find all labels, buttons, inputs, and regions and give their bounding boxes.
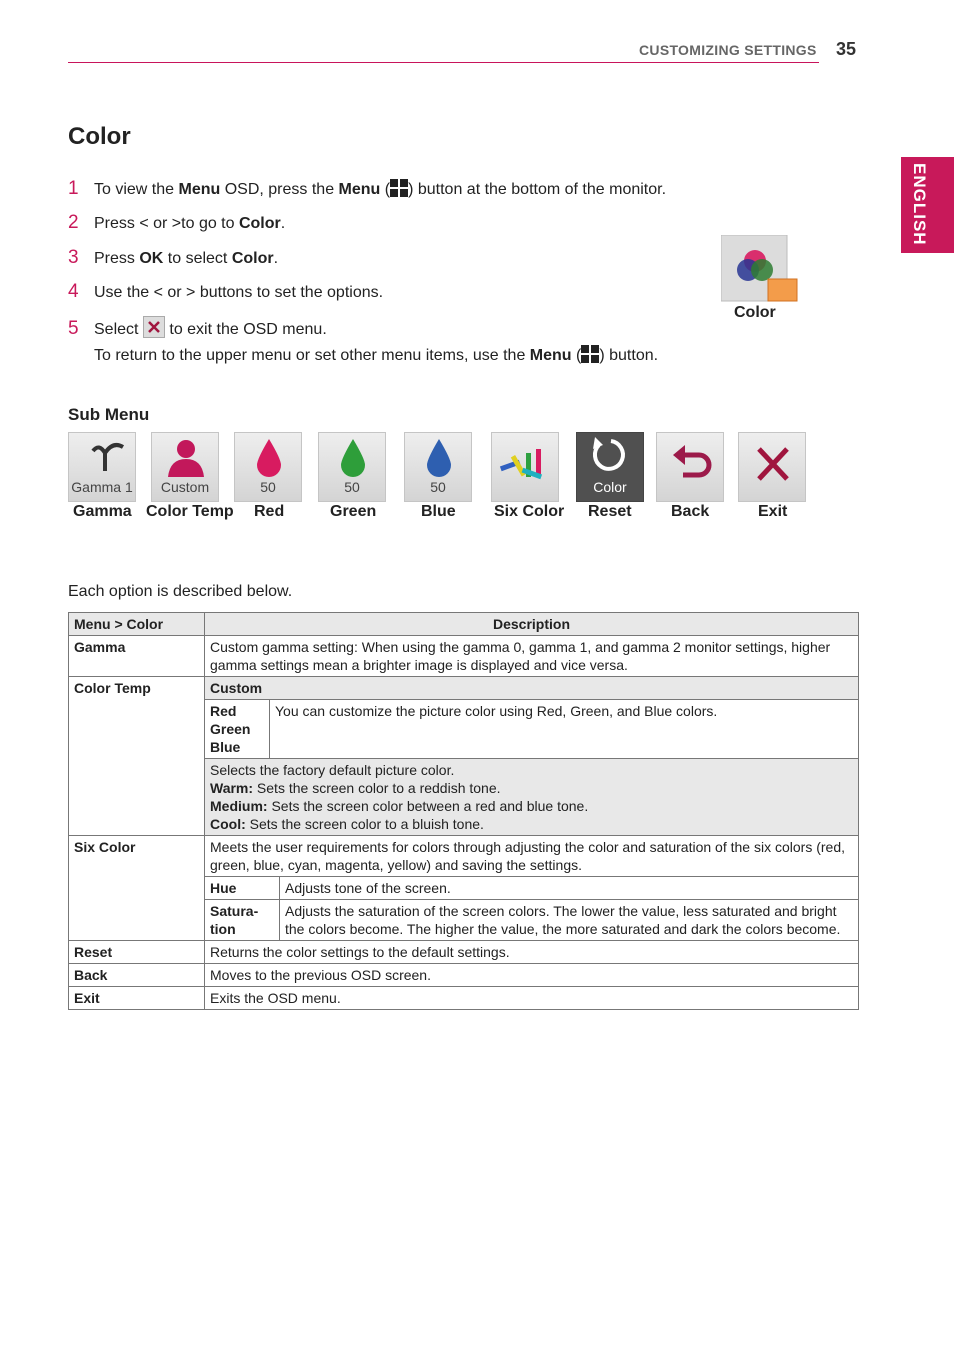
step-number: 4 [68, 281, 79, 302]
step-text: . [273, 250, 279, 267]
table-row [69, 836, 859, 877]
step-text: To view the [94, 181, 179, 198]
step-4 [68, 281, 383, 303]
note-text: ( [571, 347, 582, 364]
green-button[interactable] [318, 432, 386, 502]
preset-line [210, 815, 853, 833]
back-label: Back [671, 503, 710, 520]
note-text: To return to the upper menu or set other menu items, use the [94, 347, 530, 364]
option-name: Color Temp [69, 677, 205, 836]
color-temp-label: Color Temp [146, 503, 234, 520]
header-rule [68, 62, 819, 63]
button-value: 50 [260, 479, 276, 495]
step-bold: Color [231, 250, 274, 267]
suboption-desc: You can customize the picture color using Red, Green, and Blue colors. [270, 700, 859, 759]
step-text: Use the < or > buttons to set the options. [94, 284, 384, 301]
color-temp-button[interactable] [151, 432, 219, 502]
language-side-tab [901, 157, 954, 253]
step-text: ) button at the bottom of the monitor. [408, 181, 667, 198]
menu-button-icon [581, 345, 599, 363]
column-header: Menu > Color [69, 613, 205, 636]
gamma-button[interactable] [68, 432, 136, 502]
rgb-name: Blue [210, 739, 241, 755]
step-bold: Menu [178, 181, 221, 198]
color-icon-label: Color [734, 304, 776, 321]
button-value: Custom [160, 479, 210, 495]
option-name: Gamma [69, 636, 205, 677]
button-value: Color [593, 479, 627, 495]
button-value: 50 [430, 479, 446, 495]
preset-intro: Selects the factory default picture color. [210, 762, 455, 778]
option-name: Six Color [69, 836, 205, 941]
step-text: ( [380, 181, 391, 198]
preset-line [210, 797, 853, 815]
option-desc: Exits the OSD menu. [205, 987, 859, 1010]
page-number: 35 [836, 39, 857, 59]
suboption-name: Satura- tion [205, 900, 280, 941]
column-header: Description [205, 613, 859, 636]
green-label: Green [330, 503, 377, 520]
step-number: 3 [68, 247, 79, 268]
option-name: Back [69, 964, 205, 987]
suboption-desc: Adjusts the saturation of the screen colors. The lower the value, less saturated and bright the colors become. The higher the value, the more saturated and dark the colors become. [280, 900, 859, 941]
table-row [69, 677, 859, 700]
preset-name: Cool: [210, 816, 246, 832]
six-color-label: Six Color [494, 503, 565, 520]
step-number: 1 [68, 178, 79, 199]
gamma-label: Gamma [73, 503, 132, 520]
note-bold: Menu [529, 347, 572, 364]
preset-name: Warm: [210, 780, 254, 796]
step-text: to exit the OSD menu. [164, 321, 327, 338]
step-bold: Menu [338, 181, 381, 198]
exit-button[interactable] [738, 432, 806, 502]
color-menu-icon [721, 235, 787, 301]
option-name: Exit [69, 987, 205, 1010]
step-text: . [280, 215, 286, 232]
suboption-desc: Adjusts tone of the screen. [280, 877, 859, 900]
exit-x-icon [143, 316, 165, 338]
suboption-name: Custom [205, 677, 859, 700]
submenu-title: Sub Menu [68, 405, 150, 424]
step-number: 2 [68, 212, 79, 233]
blue-label: Blue [421, 503, 456, 520]
table-row [69, 636, 859, 677]
button-value: Gamma 1 [71, 479, 133, 495]
preset-desc [205, 759, 859, 836]
step-text: Select [94, 321, 143, 338]
step-text: Press [94, 250, 140, 267]
step-number: 5 [68, 318, 79, 339]
reset-button[interactable] [576, 432, 644, 502]
option-desc: Custom gamma setting: When using the gamma 0, gamma 1, and gamma 2 monitor settings, higher gamma settings mean a brighter image is displayed and vice versa. [205, 636, 859, 677]
step-5 [68, 316, 327, 340]
preset-text: Sets the screen color to a bluish tone. [245, 816, 484, 832]
option-desc: Moves to the previous OSD screen. [205, 964, 859, 987]
menu-button-icon [390, 179, 408, 197]
rgb-name: Green [210, 721, 251, 737]
reset-label: Reset [588, 503, 632, 520]
step-bold: Color [238, 215, 281, 232]
preset-line [210, 779, 853, 797]
table-intro: Each option is described below. [68, 583, 293, 600]
step-text: OSD, press the [220, 181, 339, 198]
table-row [69, 941, 859, 964]
table-row [69, 964, 859, 987]
step-text: to select [163, 250, 232, 267]
button-value: 50 [344, 479, 360, 495]
option-desc: Returns the color settings to the default settings. [205, 941, 859, 964]
return-note [94, 345, 658, 365]
blue-button[interactable] [404, 432, 472, 502]
table-row [69, 987, 859, 1010]
step-1 [68, 178, 666, 200]
option-name: Reset [69, 941, 205, 964]
step-2 [68, 212, 285, 234]
header-section-label: CUSTOMIZING SETTINGS [639, 42, 817, 58]
step-3 [68, 247, 278, 269]
preset-name: Medium: [210, 798, 268, 814]
back-button[interactable] [656, 432, 724, 502]
preset-text: Sets the screen color to a reddish tone. [253, 780, 501, 796]
options-table [68, 612, 859, 1010]
red-label: Red [254, 503, 285, 520]
suboption-name [205, 700, 270, 759]
exit-label: Exit [758, 503, 788, 520]
table-header-row [69, 613, 859, 636]
suboption-name: Hue [205, 877, 280, 900]
option-desc: Meets the user requirements for colors through adjusting the color and saturation of the six colors (red, green, blue, cyan, magenta, yellow) and saving the settings. [205, 836, 859, 877]
step-bold: OK [139, 250, 164, 267]
preset-text: Sets the screen color between a red and blue tone. [267, 798, 589, 814]
note-text: ) button. [599, 347, 659, 364]
six-color-button[interactable] [491, 432, 559, 502]
language-tab-label: ENGLISH [910, 163, 929, 246]
page-title: Color [68, 123, 131, 150]
step-text: Press < or >to go to [94, 215, 239, 232]
rgb-name: Red [210, 703, 237, 719]
red-button[interactable] [234, 432, 302, 502]
